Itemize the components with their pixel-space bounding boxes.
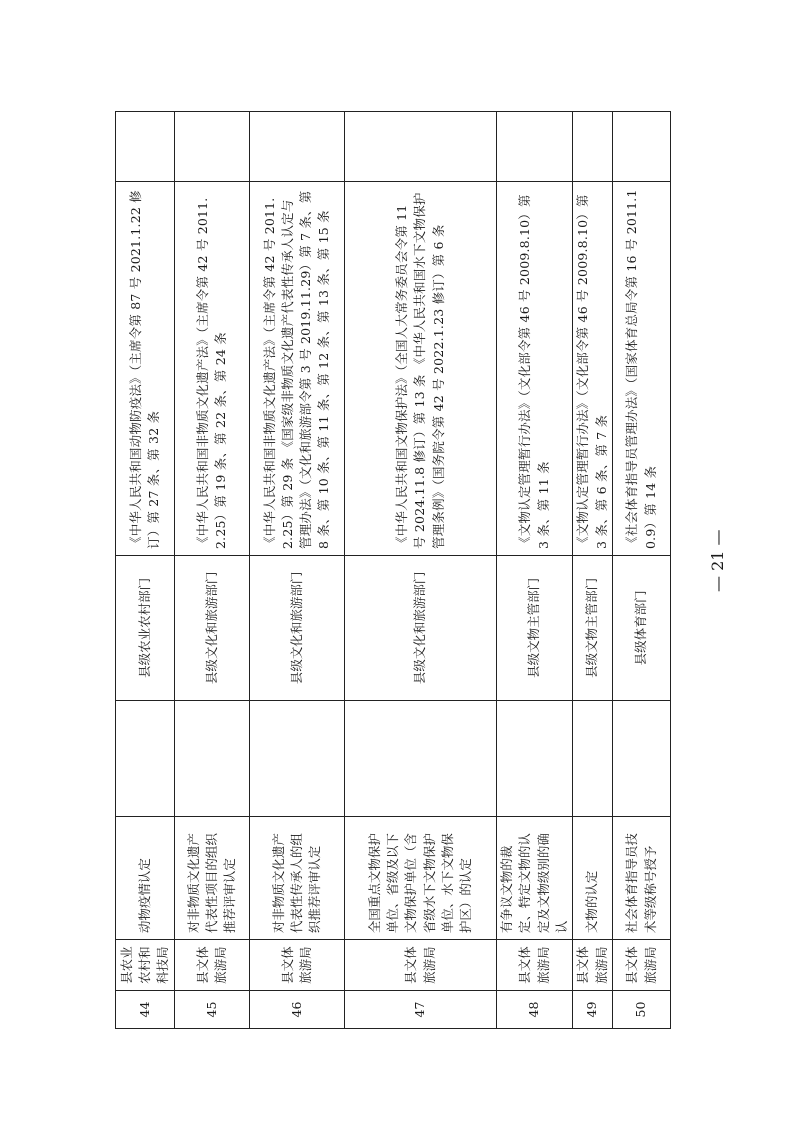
- owner-cell: 县文体旅游局: [345, 940, 496, 991]
- note-cell: [613, 112, 670, 182]
- owner-cell: 县农业农村和科技局: [116, 940, 174, 991]
- dept-cell: 县级农业农村部门: [116, 556, 174, 701]
- dept-cell: 县级文化和旅游部门: [345, 556, 496, 701]
- table-row: [116, 112, 174, 1028]
- blank-cell: [497, 701, 572, 818]
- item-cell: 有争议文物的裁定、特定文物的认定及文物级别的确认: [497, 817, 572, 940]
- blank-cell: [175, 701, 249, 818]
- page-number: — 21 —: [708, 529, 727, 592]
- law-cell: 《中华人民共和国非物质文化遗产法》（主席令第 42 号 2011.2.25）第 19 条、第 22 条、第 24 条: [175, 182, 249, 556]
- table-row: [496, 112, 572, 1028]
- item-cell: 文物的认定: [573, 817, 612, 940]
- note-cell: [175, 112, 249, 182]
- item-cell: 动物疫情认定: [116, 817, 174, 940]
- item-cell: 对非物质文化遗产代表性传承人的组织推荐评审认定: [250, 817, 344, 940]
- row-number: 47: [412, 1001, 428, 1018]
- law-cell: 《中华人民共和国动物防疫法》（主席令第 87 号 2021.1.22 修订）第 27 条、第 32 条: [116, 182, 174, 556]
- blank-cell: [116, 701, 174, 818]
- table-row: [174, 112, 249, 1028]
- law-cell: 《文物认定管理暂行办法》（文化部令第 46 号 2009.8.10）第 3 条、第 11 条: [497, 182, 572, 556]
- owner-cell: 县文体旅游局: [175, 940, 249, 991]
- table-row: [572, 112, 612, 1028]
- blank-cell: [250, 701, 344, 818]
- note-cell: [497, 112, 572, 182]
- dept-cell: 县级文化和旅游部门: [175, 556, 249, 701]
- table-row: [344, 112, 496, 1028]
- row-number: 45: [203, 1001, 219, 1018]
- row-number: 46: [288, 1001, 304, 1018]
- dept-cell: 县级体育部门: [613, 556, 670, 701]
- note-cell: [345, 112, 496, 182]
- note-cell: [116, 112, 174, 182]
- owner-cell: 县文体旅游局: [613, 940, 670, 991]
- row-number: 48: [526, 1001, 542, 1018]
- owner-cell: 县文体旅游局: [573, 940, 612, 991]
- dept-cell: 县级文化和旅游部门: [250, 556, 344, 701]
- law-cell: 《文物认定管理暂行办法》（文化部令第 46 号 2009.8.10）第 3 条、第 6 条、第 7 条: [573, 182, 612, 556]
- row-number: 50: [633, 1001, 649, 1018]
- note-cell: [250, 112, 344, 182]
- row-number: 49: [584, 1001, 600, 1018]
- blank-cell: [573, 701, 612, 818]
- blank-cell: [345, 701, 496, 818]
- table-row: [612, 112, 670, 1028]
- authority-table: [115, 111, 671, 1029]
- item-cell: 社会体育指导员技术等级称号授予: [613, 817, 670, 940]
- owner-cell: 县文体旅游局: [250, 940, 344, 991]
- law-cell: 《中华人民共和国文物保护法》（全国人大常务委员会令第 11 号 2024.11.8 修订）第 13 条 《中华人民共和国水下文物保护管理条例》（国务院令第 42 号 2022.1.23 修订）第 6 条: [345, 182, 496, 556]
- dept-cell: 县级文物主管部门: [497, 556, 572, 701]
- law-cell: 《社会体育指导员管理办法》（国家体育总局令第 16 号 2011.10.9）第 14 条: [613, 182, 670, 556]
- note-cell: [573, 112, 612, 182]
- law-cell: 《中华人民共和国非物质文化遗产法》（主席令第 42 号 2011.2.25）第 29 条 《国家级非物质文化遗产代表性传承人认定与管理办法》（文化和旅游部令第 3 号 2019.11.29）第 7 条、第 8 条、第 10 条、第 11 条、第 12 条、第 13 条、第 15 条: [250, 182, 344, 556]
- item-cell: 全国重点文物保护单位、省级及以下文物保护单位（含省级水下文物保护单位、水下文物保护区）的认定: [345, 817, 496, 940]
- row-number: 44: [136, 1001, 152, 1018]
- owner-cell: 县文体旅游局: [497, 940, 572, 991]
- table-row: [249, 112, 344, 1028]
- dept-cell: 县级文物主管部门: [573, 556, 612, 701]
- blank-cell: [613, 701, 670, 818]
- item-cell: 对非物质文化遗产代表性项目的组织推荐评审认定: [175, 817, 249, 940]
